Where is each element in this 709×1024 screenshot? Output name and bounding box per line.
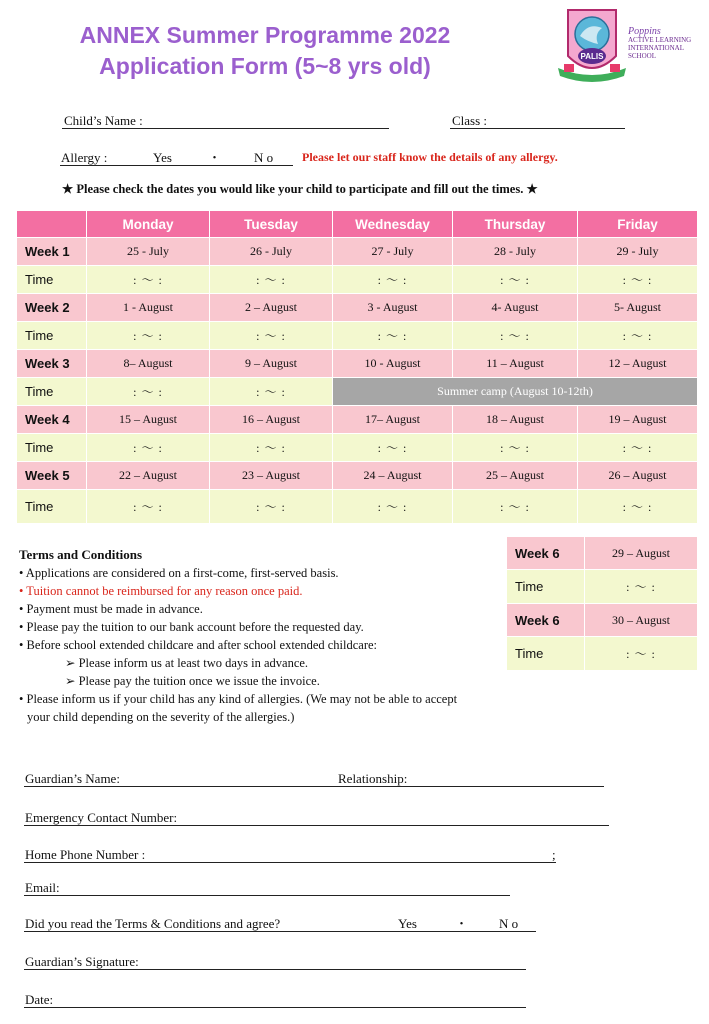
child-name-field[interactable]	[62, 128, 389, 129]
day-header: Friday	[578, 211, 698, 238]
time-field[interactable]: : 〜 :	[585, 570, 698, 604]
schedule-table	[16, 210, 698, 524]
time-field[interactable]: : 〜 :	[210, 378, 333, 406]
week-row	[507, 537, 698, 570]
home-phone-end-mark: ;	[552, 847, 556, 862]
terms-item-continued: your child depending on the severity of the allergies.)	[27, 710, 295, 724]
time-field[interactable]: : 〜 :	[333, 322, 453, 350]
date-cell[interactable]: 26 – August	[578, 462, 698, 490]
date-label: Date:	[25, 992, 54, 1007]
time-field[interactable]: : 〜 :	[578, 490, 698, 524]
time-field[interactable]: : 〜 :	[87, 490, 210, 524]
time-row	[17, 490, 698, 524]
day-header: Tuesday	[210, 211, 333, 238]
date-field[interactable]	[24, 1007, 526, 1008]
time-field[interactable]: : 〜 :	[453, 266, 578, 294]
time-row	[507, 637, 698, 671]
email-label: Email:	[25, 880, 60, 895]
date-cell[interactable]: 22 – August	[87, 462, 210, 490]
home-phone-label: Home Phone Number :	[25, 847, 146, 862]
logo-name-text: PALIS	[580, 52, 604, 61]
time-label: Time	[17, 266, 87, 294]
time-field[interactable]: : 〜 :	[210, 266, 333, 294]
logo-line-2: INTERNATIONAL SCHOOL	[628, 44, 684, 60]
week-label: Week 4	[17, 406, 87, 434]
week-row	[17, 406, 698, 434]
email-field[interactable]	[24, 895, 510, 896]
time-field[interactable]: : 〜 :	[578, 266, 698, 294]
agree-label: Did you read the Terms & Conditions and agree?	[25, 916, 281, 931]
home-phone-field[interactable]	[24, 862, 556, 863]
terms-section	[19, 546, 509, 726]
emergency-contact-field[interactable]	[24, 825, 609, 826]
time-field[interactable]: : 〜 :	[578, 322, 698, 350]
date-cell[interactable]: 25 - July	[87, 238, 210, 266]
signature-field[interactable]	[24, 969, 526, 970]
week-label: Week 1	[17, 238, 87, 266]
time-row	[17, 266, 698, 294]
form-subtitle: Application Form (5~8 yrs old)	[99, 53, 431, 79]
time-field[interactable]: : 〜 :	[210, 434, 333, 462]
week-row	[17, 462, 698, 490]
school-logo-text	[628, 28, 708, 60]
time-field[interactable]: : 〜 :	[87, 378, 210, 406]
time-row	[507, 570, 698, 604]
header-corner	[17, 211, 87, 238]
form-title: ANNEX Summer Programme 2022	[79, 22, 451, 48]
time-field[interactable]: : 〜 :	[333, 490, 453, 524]
date-cell[interactable]: 28 - July	[453, 238, 578, 266]
time-label: Time	[17, 322, 87, 350]
terms-subitem: ➢ Please inform us at least two days in advance.	[65, 656, 309, 670]
week-label: Week 5	[17, 462, 87, 490]
terms-item: • Please inform us if your child has any kind of allergies. (We may not be able to accept	[19, 692, 458, 706]
terms-subitem: ➢ Please pay the tuition once we issue the invoice.	[65, 674, 320, 688]
allergy-separator: ・	[208, 150, 222, 165]
date-cell[interactable]: 5- August	[578, 294, 698, 322]
date-cell[interactable]: 10 - August	[333, 350, 453, 378]
date-cell[interactable]: 18 – August	[453, 406, 578, 434]
day-header: Thursday	[453, 211, 578, 238]
date-cell[interactable]: 16 – August	[210, 406, 333, 434]
week6-table	[506, 536, 698, 671]
date-cell[interactable]: 19 – August	[578, 406, 698, 434]
terms-item: • Payment must be made in advance.	[19, 602, 203, 616]
terms-item: • Please pay the tuition to our bank account before the requested day.	[19, 620, 364, 634]
class-field[interactable]	[450, 128, 625, 129]
allergy-underline	[60, 165, 293, 166]
time-field[interactable]: : 〜 :	[453, 434, 578, 462]
terms-heading: Terms and Conditions	[19, 547, 143, 562]
time-label: Time	[507, 570, 585, 604]
date-cell[interactable]: 9 – August	[210, 350, 333, 378]
date-cell[interactable]: 29 - July	[578, 238, 698, 266]
class-label: Class :	[452, 113, 488, 128]
summer-camp-banner: Summer camp (August 10-12th)	[333, 378, 698, 406]
guardian-name-field[interactable]	[24, 786, 604, 787]
agree-underline	[24, 931, 536, 932]
time-field[interactable]: : 〜 :	[87, 266, 210, 294]
date-cell[interactable]: 12 – August	[578, 350, 698, 378]
logo-brand: Poppins	[628, 26, 661, 37]
time-field[interactable]: : 〜 :	[333, 434, 453, 462]
signature-label: Guardian’s Signature:	[25, 954, 139, 969]
time-field[interactable]: : 〜 :	[453, 322, 578, 350]
date-cell[interactable]: 27 - July	[333, 238, 453, 266]
date-cell[interactable]: 11 – August	[453, 350, 578, 378]
time-label: Time	[17, 434, 87, 462]
day-header: Wednesday	[333, 211, 453, 238]
time-field[interactable]: : 〜 :	[585, 637, 698, 671]
time-field[interactable]: : 〜 :	[333, 266, 453, 294]
logo-line-1: ACTIVE LEARNING	[628, 36, 692, 44]
time-label: Time	[17, 490, 87, 524]
time-row	[17, 322, 698, 350]
date-cell[interactable]: 15 – August	[87, 406, 210, 434]
time-row	[17, 378, 698, 406]
time-field[interactable]: : 〜 :	[453, 490, 578, 524]
time-field[interactable]: : 〜 :	[210, 490, 333, 524]
time-field[interactable]: : 〜 :	[87, 434, 210, 462]
date-cell[interactable]: 4- August	[453, 294, 578, 322]
time-field[interactable]: : 〜 :	[578, 434, 698, 462]
guardian-name-label: Guardian’s Name:	[25, 771, 120, 786]
allergy-yes-option[interactable]: Yes	[153, 150, 172, 165]
date-cell[interactable]: 23 – August	[210, 462, 333, 490]
relationship-label: Relationship:	[338, 771, 408, 786]
date-cell[interactable]: 2 – August	[210, 294, 333, 322]
agree-no-option[interactable]: N o	[499, 916, 519, 931]
time-field[interactable]: : 〜 :	[87, 322, 210, 350]
allergy-no-option[interactable]: N o	[254, 150, 274, 165]
week-label: Week 3	[17, 350, 87, 378]
agree-separator: ・	[455, 916, 469, 931]
week-row	[17, 350, 698, 378]
date-cell[interactable]: 17– August	[333, 406, 453, 434]
child-name-label: Child’s Name :	[64, 113, 143, 128]
date-cell[interactable]: 25 – August	[453, 462, 578, 490]
terms-item: • Before school extended childcare and after school extended childcare:	[19, 638, 378, 652]
schedule-header-row	[17, 211, 698, 238]
time-label: Time	[507, 637, 585, 671]
time-field[interactable]: : 〜 :	[210, 322, 333, 350]
date-cell[interactable]: 3 - August	[333, 294, 453, 322]
date-cell[interactable]: 8– August	[87, 350, 210, 378]
date-cell[interactable]: 30 – August	[585, 604, 698, 637]
date-cell[interactable]: 24 – August	[333, 462, 453, 490]
allergy-label: Allergy :	[61, 150, 108, 165]
date-cell[interactable]: 29 – August	[585, 537, 698, 570]
week-row	[507, 604, 698, 637]
terms-item-refund: • Tuition cannot be reimbursed for any reason once paid.	[19, 584, 303, 598]
instruction-text: ★ Please check the dates you would like your child to participate and fill out the times. ★	[62, 182, 538, 196]
emergency-contact-label: Emergency Contact Number:	[25, 810, 178, 825]
time-label: Time	[17, 378, 87, 406]
week-label: Week 6	[507, 537, 585, 570]
date-cell[interactable]: 26 - July	[210, 238, 333, 266]
week-row	[17, 238, 698, 266]
time-row	[17, 434, 698, 462]
terms-item: • Applications are considered on a first-come, first-served basis.	[19, 566, 339, 580]
week-label: Week 6	[507, 604, 585, 637]
day-header: Monday	[87, 211, 210, 238]
week-row	[17, 294, 698, 322]
allergy-note: Please let our staff know the details of any allergy.	[302, 150, 558, 164]
week-label: Week 2	[17, 294, 87, 322]
agree-yes-option[interactable]: Yes	[398, 916, 417, 931]
date-cell[interactable]: 1 - August	[87, 294, 210, 322]
